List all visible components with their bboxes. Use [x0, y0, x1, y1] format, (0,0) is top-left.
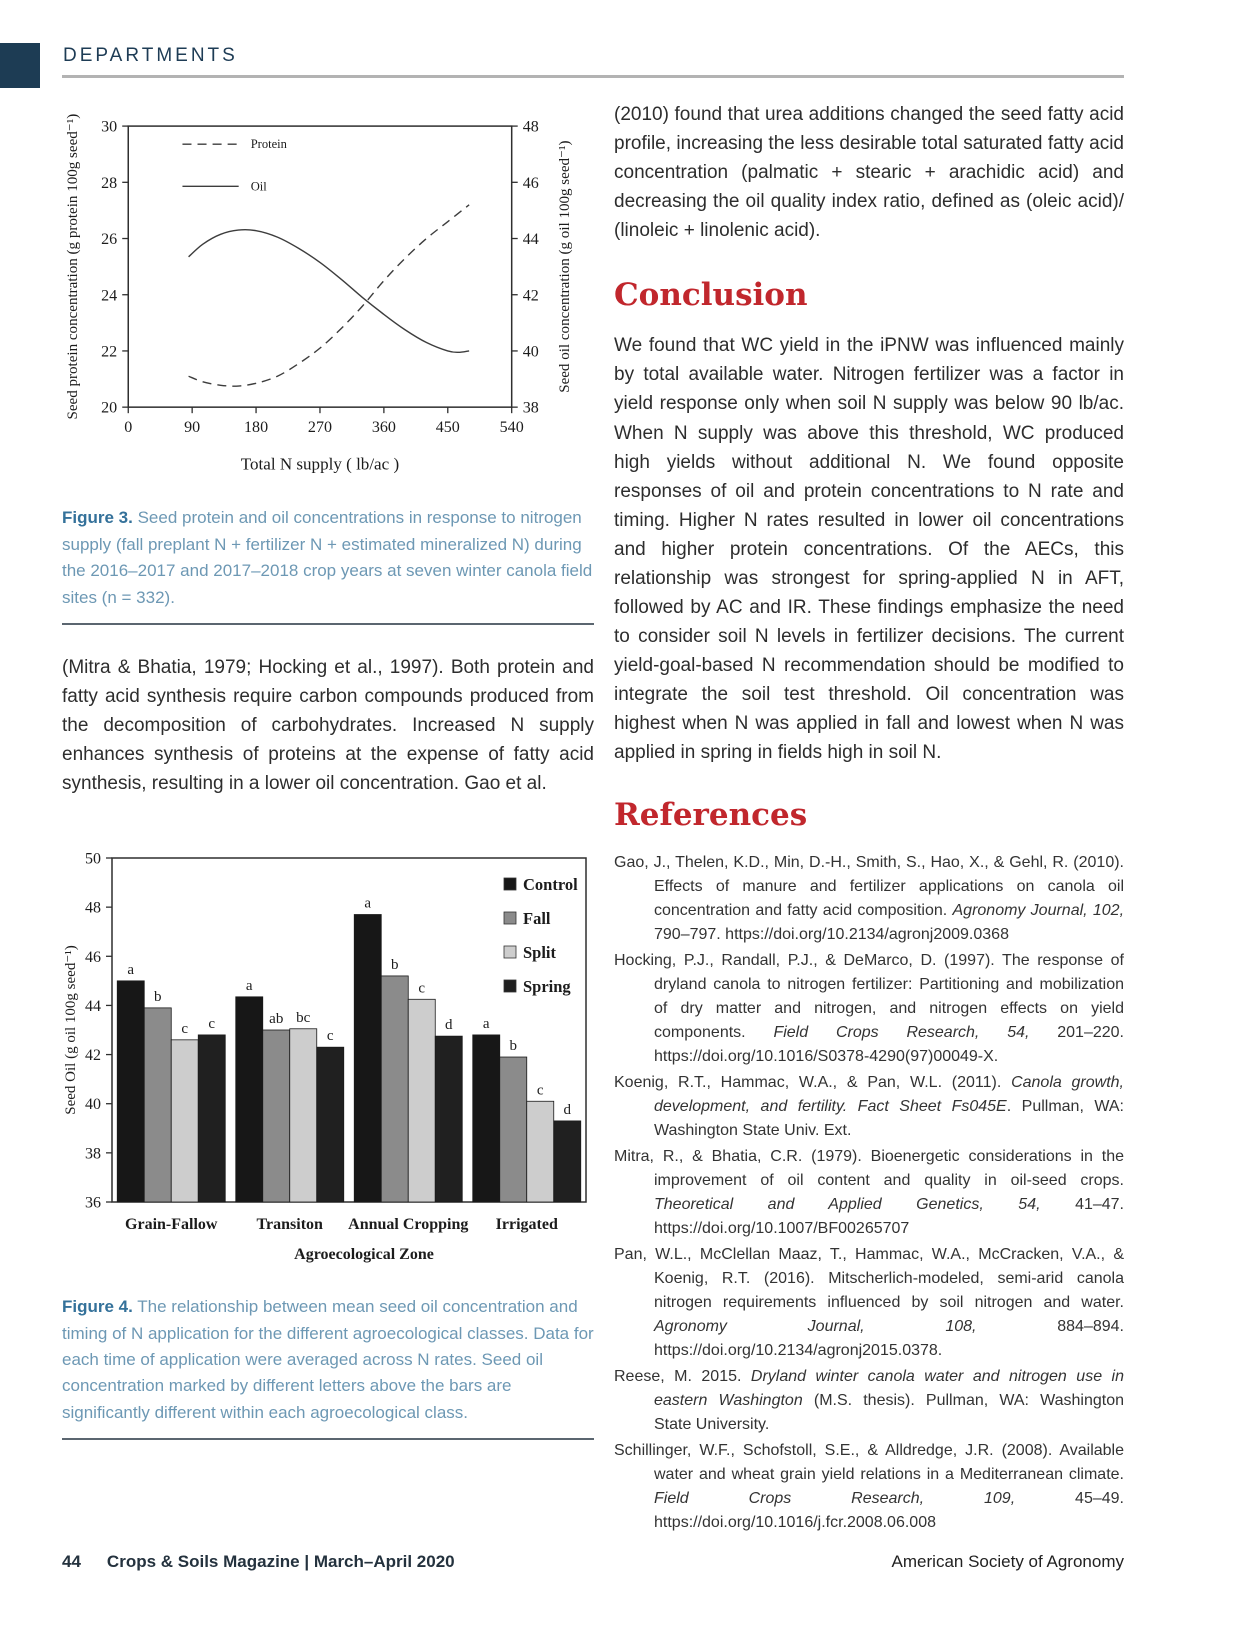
fig4-legend-swatch-fall	[504, 912, 516, 924]
fig4-bar-fall-4	[500, 1057, 527, 1202]
fig4-legend-swatch-spring	[504, 980, 516, 992]
svg-text:0: 0	[124, 419, 133, 437]
svg-text:38: 38	[522, 399, 539, 417]
fig4-bar-control-3	[354, 915, 381, 1202]
svg-text:Seed Oil (g oil 100g seed⁻¹): Seed Oil (g oil 100g seed⁻¹)	[63, 945, 79, 1115]
fig4-bar-spring-2	[317, 1047, 344, 1202]
header-rule	[62, 75, 1124, 78]
svg-text:Seed oil concentration (g oil: Seed oil concentration (g oil 100g seed⁻¹)	[556, 140, 573, 393]
figure3-caption	[62, 505, 594, 610]
reference-item: Pan, W.L., McClellan Maaz, T., Hammac, W.A., McCracken, V.A., & Koenig, R.T. (2016). Mitscherlich-modeled, semi-arid canola nitrogen requirements influenced by soil nitrogen and water. Agronomy Journal, 108, 884–894. https://doi.org/10.2134/agronj2015.0378.	[614, 1246, 1124, 1360]
svg-text:a: a	[364, 895, 372, 912]
fig4-bar-spring-4	[554, 1121, 581, 1202]
page-number: 44	[62, 1552, 81, 1571]
footer-left	[62, 1552, 455, 1572]
svg-text:Split: Split	[523, 943, 557, 963]
fig4-bar-split-4	[527, 1101, 554, 1202]
svg-text:40: 40	[522, 343, 539, 361]
svg-text:Annual Cropping: Annual Cropping	[348, 1216, 469, 1234]
reference-item: Reese, M. 2015. Dryland winter canola water and nitrogen use in eastern Washington (M.S. thesis). Pullman, WA: Washington State University.	[614, 1368, 1125, 1434]
svg-text:180: 180	[244, 419, 269, 437]
figure4-chart	[62, 844, 594, 1280]
svg-text:38: 38	[85, 1145, 101, 1163]
svg-text:a: a	[127, 962, 135, 979]
svg-text:b: b	[154, 989, 162, 1006]
svg-text:44: 44	[522, 231, 539, 249]
svg-text:a: a	[245, 977, 253, 994]
fig4-bar-control-4	[473, 1035, 500, 1202]
fig4-bar-split-1	[171, 1040, 198, 1202]
svg-text:30: 30	[101, 118, 118, 136]
conclusion-paragraph: We found that WC yield in the iPNW was influenced mainly by total available water. Nitrogen fertilizer was a factor in yield response only when soil N supply was below 90 lb/ac. When N supply was above this threshold, WC produced high yields without additional N. We found opposite responses of oil and protein concentrations to N rate and timing. Higher N rates resulted in lower oil concentrations and higher protein concentrations. Of the AECs, this relationship was strongest for spring-applied N in AFT, followed by AC and IR. These findings emphasize the need to consider soil N levels in fertilizer decisions. The current yield-goal-based N recommendation should be modified to integrate the soil test threshold. Oil concentration was highest when N was applied in fall and lowest when N was applied in spring in fields high in soil N.	[614, 335, 1124, 764]
svg-text:c: c	[181, 1020, 189, 1037]
svg-text:b: b	[391, 957, 399, 974]
figure4-caption-text: The relationship between mean seed oil concentration and timing of N application for the different agroecological classes. Data for each time of application were averaged across N rates. Seed oil concentration marked by different letters above the bars are significantly different within each agroecological class.	[62, 1297, 594, 1422]
svg-text:44: 44	[85, 998, 101, 1016]
fig4-bar-spring-3	[435, 1036, 462, 1202]
fig4-bar-spring-1	[198, 1035, 225, 1202]
figure3-caption-label: Figure 3.	[62, 508, 133, 528]
svg-text:Protein: Protein	[250, 137, 287, 152]
svg-text:Fall: Fall	[523, 909, 551, 929]
references-heading: References	[614, 797, 808, 834]
figure3-caption-rule	[62, 623, 594, 625]
right-paragraph-1: (2010) found that urea additions changed the seed fatty acid profile, increasing the less desirable total saturated fatty acid concentration (palmatic + stearic + arachidic acid) and decreasing the oil quality index ratio, defined as (oleic acid)/ (linoleic + linolenic acid).	[614, 104, 1124, 242]
svg-text:d: d	[563, 1102, 571, 1119]
svg-text:Oil: Oil	[250, 179, 267, 194]
svg-text:20: 20	[101, 399, 118, 417]
reference-item: Koenig, R.T., Hammac, W.A., & Pan, W.L. (2011). Canola growth, development, and fertility. Fact Sheet Fs045E. Pullman, WA: Washington State Univ. Ext.	[614, 1074, 1124, 1140]
svg-text:b: b	[509, 1038, 517, 1055]
svg-text:Spring: Spring	[523, 977, 571, 997]
svg-text:40: 40	[85, 1096, 101, 1114]
svg-text:Seed protein concentration (g: Seed protein concentration (g protein 100g seed⁻¹)	[65, 113, 82, 420]
svg-text:360: 360	[371, 419, 396, 437]
figure3-caption-text: Seed protein and oil concentrations in response to nitrogen supply (fall preplant N + fertilizer N + estimated mineralized N) during the 2016–2017 and 2017–2018 crop years at seven winter canola field sites (n = 332).	[62, 508, 593, 607]
figure4-wrap	[62, 844, 594, 1280]
svg-text:48: 48	[85, 899, 101, 917]
fig4-bar-fall-2	[263, 1030, 290, 1202]
reference-item: Mitra, R., & Bhatia, C.R. (1979). Bioenergetic considerations in the improvement of oil content and quality in oil-seed crops. Theoretical and Applied Genetics, 54, 41–47. https://doi.org/10.1007/BF00265707	[614, 1148, 1125, 1238]
figure3-chart	[62, 100, 594, 491]
svg-text:90: 90	[184, 419, 201, 437]
svg-text:42: 42	[522, 287, 539, 305]
fig4-bar-fall-1	[144, 1008, 171, 1202]
svg-text:Irrigated: Irrigated	[495, 1216, 558, 1234]
reference-item: Schillinger, W.F., Schofstoll, S.E., & Alldredge, J.R. (2008). Available water and wheat grain yield relations in a Mediterranean climate. Field Crops Research, 109, 45–49. https://doi.org/10.1016/j.fcr.2008.06.008	[614, 1442, 1124, 1532]
svg-text:d: d	[445, 1017, 453, 1034]
svg-text:22: 22	[101, 343, 118, 361]
svg-text:28: 28	[101, 174, 118, 192]
svg-text:c: c	[326, 1028, 334, 1045]
footer-society: American Society of Agronomy	[891, 1552, 1124, 1571]
svg-text:c: c	[418, 980, 426, 997]
fig4-bar-split-3	[408, 999, 435, 1202]
svg-text:Total N supply ( lb/ac ): Total N supply ( lb/ac )	[240, 454, 400, 474]
fig4-bar-control-2	[236, 997, 263, 1202]
svg-text:Transiton: Transiton	[256, 1216, 323, 1234]
svg-text:26: 26	[101, 231, 118, 249]
figure4-caption-label: Figure 4.	[62, 1297, 133, 1317]
svg-text:24: 24	[101, 287, 118, 305]
svg-text:Grain-Fallow: Grain-Fallow	[125, 1216, 218, 1234]
references-list	[614, 851, 1124, 1535]
svg-text:c: c	[536, 1082, 544, 1099]
footer-magazine-title: Crops & Soils Magazine | March–April 2020	[106, 1552, 455, 1571]
svg-text:46: 46	[85, 948, 101, 966]
svg-text:46: 46	[522, 174, 539, 192]
left-column	[62, 100, 594, 1537]
svg-text:270: 270	[307, 419, 333, 437]
left-paragraph: (Mitra & Bhatia, 1979; Hocking et al., 1997). Both protein and fatty acid synthesis require carbon compounds produced from the decomposition of carbohydrates. Increased N supply enhances synthesis of proteins at the expense of fatty acid synthesis, resulting in a lower oil concentration. Gao et al.	[62, 656, 594, 795]
footer	[62, 1552, 1124, 1572]
department-header: DEPARTMENTS	[63, 45, 238, 66]
svg-text:36: 36	[85, 1194, 101, 1212]
svg-text:bc: bc	[296, 1009, 311, 1026]
svg-text:540: 540	[499, 419, 524, 437]
fig4-bar-split-2	[290, 1029, 317, 1202]
fig4-bar-fall-3	[381, 976, 408, 1202]
reference-item: Gao, J., Thelen, K.D., Min, D.-H., Smith, S., Hao, X., & Gehl, R. (2010). Effects of manure and fertilizer applications on canola oil concentration and fatty acid composition. Agronomy Journal, 102, 790–797. https://doi.org/10.2134/agronj2009.0368	[614, 854, 1125, 944]
svg-text:48: 48	[522, 118, 539, 136]
right-column	[614, 100, 1124, 1537]
svg-text:c: c	[208, 1016, 216, 1033]
two-column-content	[62, 100, 1194, 1537]
svg-text:ab: ab	[269, 1011, 284, 1028]
svg-text:42: 42	[85, 1047, 101, 1065]
fig4-legend-swatch-split	[504, 946, 516, 958]
corner-accent-square	[0, 43, 40, 88]
svg-text:450: 450	[435, 419, 460, 437]
fig4-bar-control-1	[117, 981, 144, 1202]
figure4-caption	[62, 1294, 594, 1426]
reference-item: Hocking, P.J., Randall, P.J., & DeMarco, D. (1997). The response of dryland canola to nitrogen fertilizer: Partitioning and mobilization of dry matter and nitrogen, and nitrogen effects on yield components. Field Crops Research, 54, 201–220. https://doi.org/10.1016/S0378-4290(97)00049-X.	[614, 952, 1124, 1066]
svg-text:a: a	[482, 1016, 490, 1033]
conclusion-heading: Conclusion	[614, 277, 808, 314]
figure4-caption-rule	[62, 1438, 594, 1440]
fig4-legend-swatch-control	[504, 878, 516, 890]
fig3-series-oil	[189, 230, 470, 353]
svg-text:50: 50	[85, 850, 101, 868]
svg-text:Control: Control	[523, 875, 578, 895]
fig3-plot-box	[128, 126, 511, 407]
svg-text:Agroecological Zone: Agroecological Zone	[294, 1246, 434, 1264]
